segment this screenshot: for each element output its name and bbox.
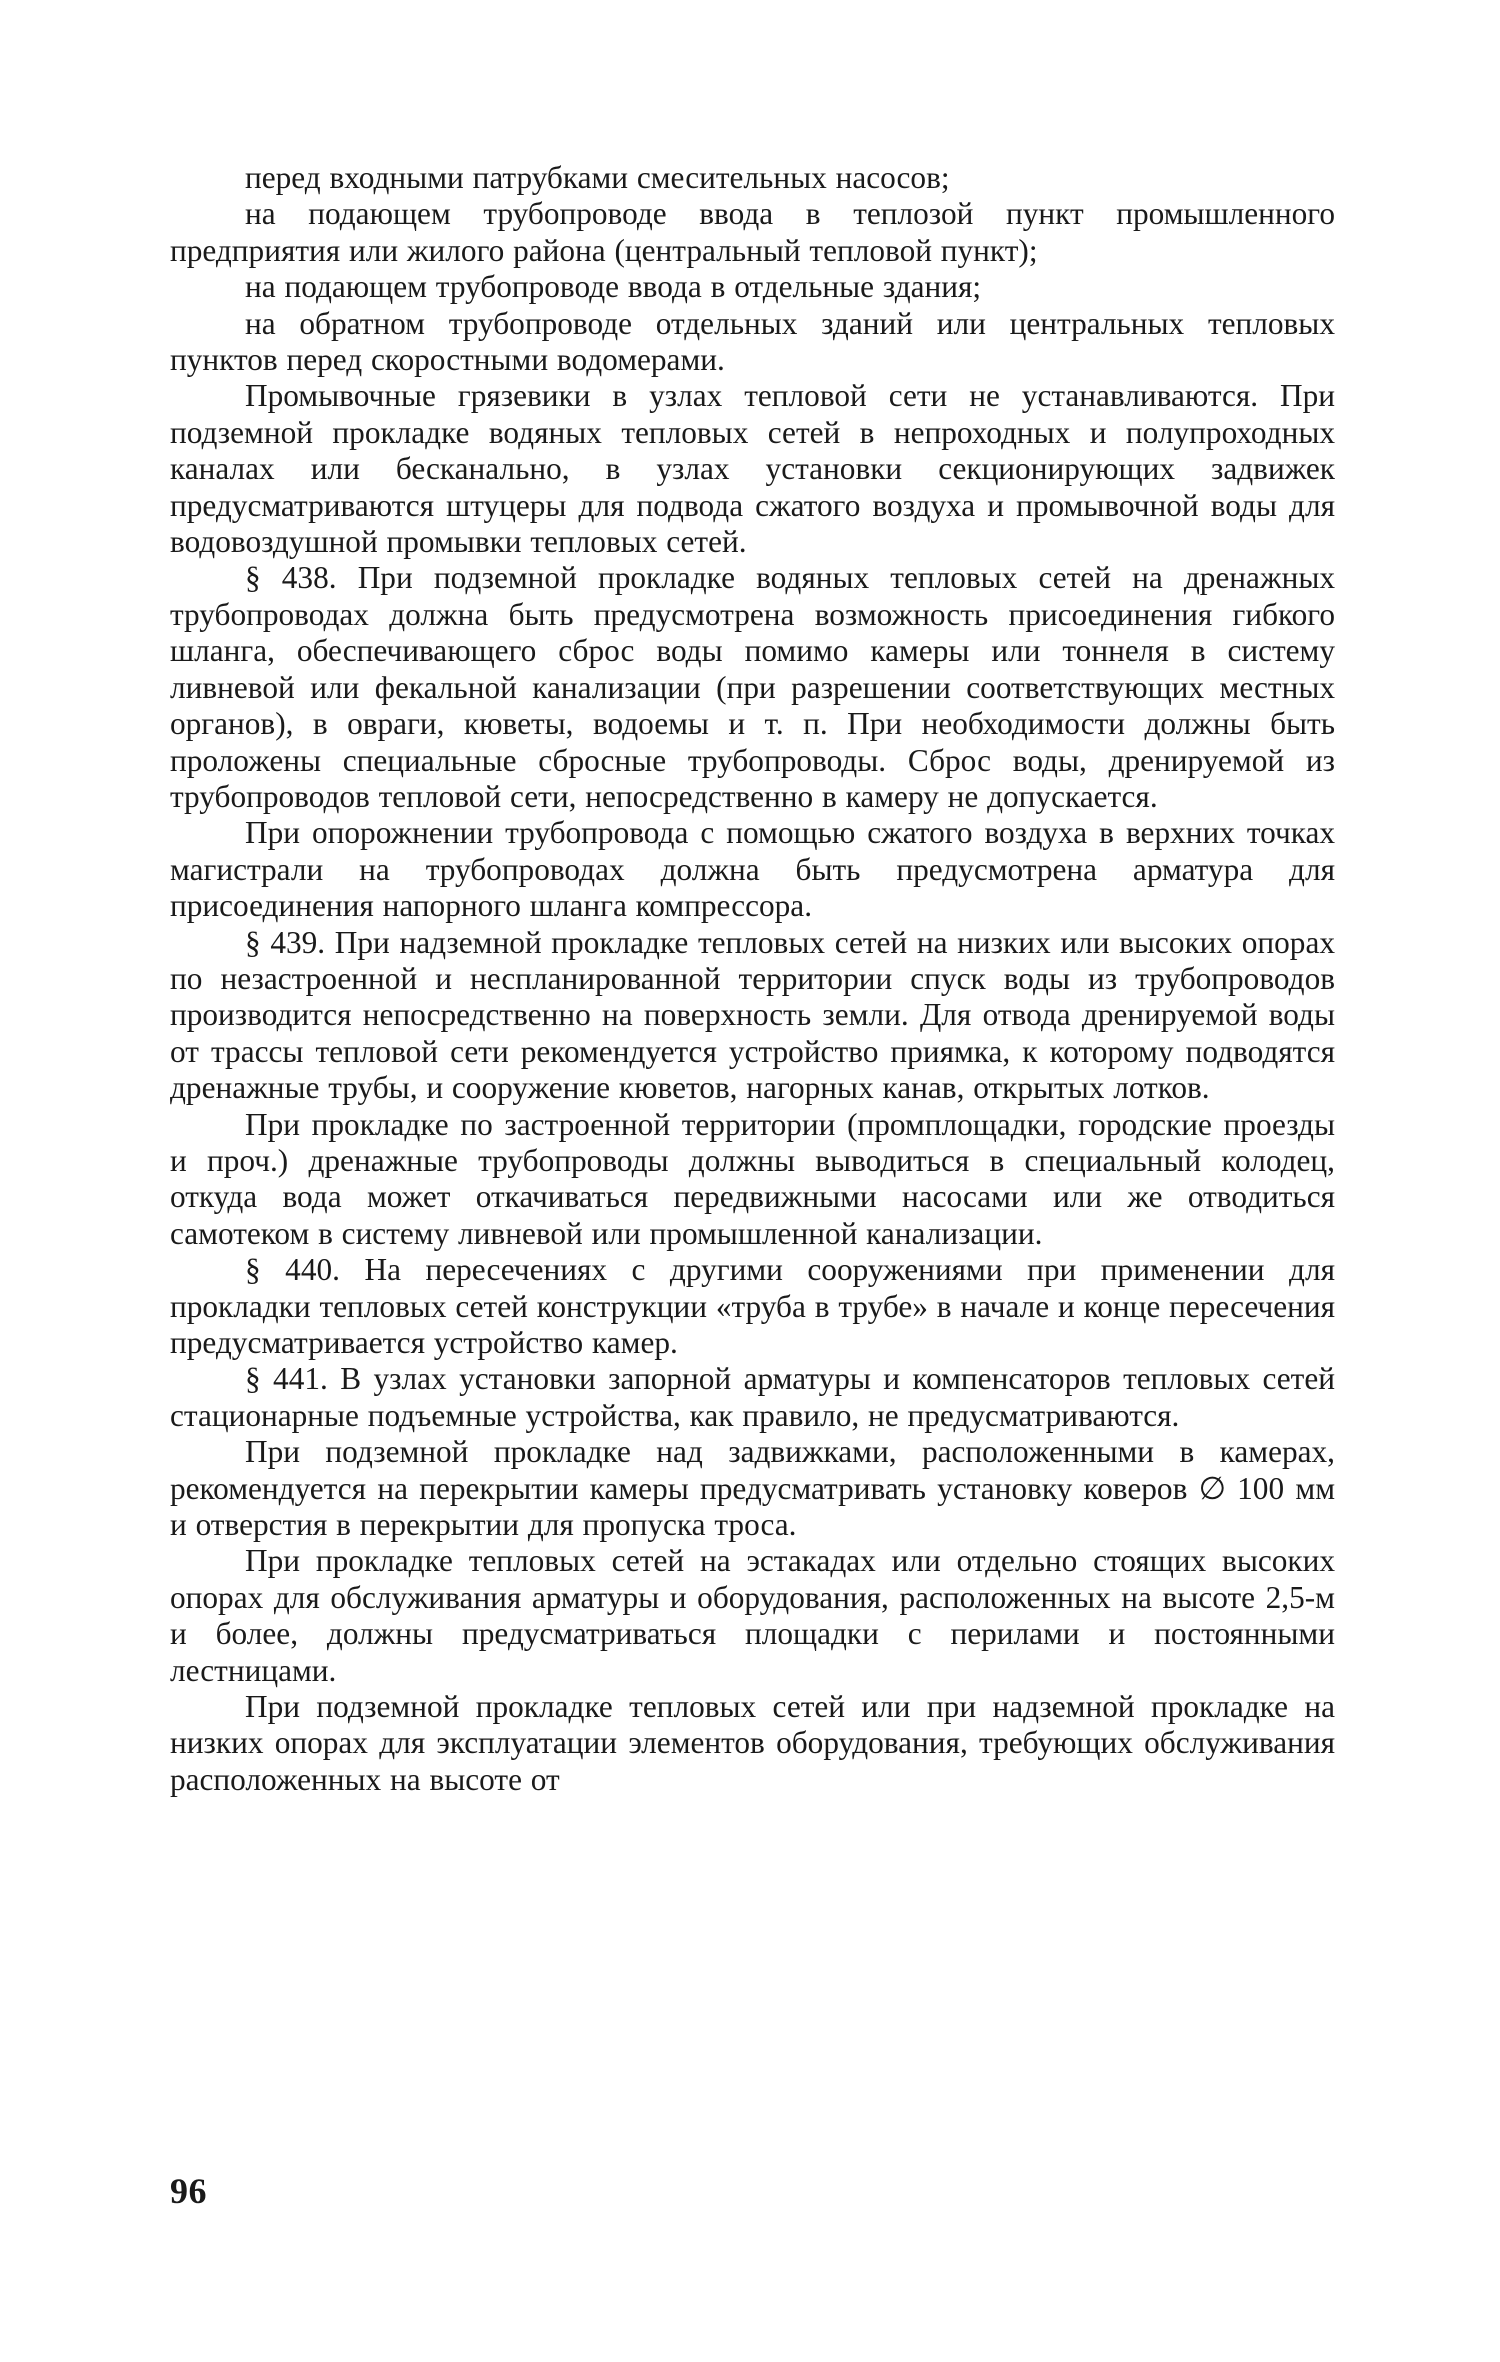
section-441: § 441. В узлах установки запорной арматуры и компенсаторов тепловых сетей стационарные подъемные устройства, как правило, не предусматриваются. bbox=[170, 1361, 1335, 1433]
body-text bbox=[170, 160, 1335, 1798]
paragraph: Промывочные грязевики в узлах тепловой сети не устанавливаются. При подземной прокладке водяных тепловых сетей в непроходных и полупроходных каналах или бесканально, в узлах установки секционирующих задвижек предусматриваются штуцеры для подвода сжатого воздуха и промывочной воды для водовоздушной промывки тепловых сетей. bbox=[170, 378, 1335, 560]
list-item: на обратном трубопроводе отдельных зданий или центральных тепловых пунктов перед скоростными водомерами. bbox=[170, 305, 1335, 378]
list-item: перед входными патрубками смесительных насосов; bbox=[245, 160, 950, 195]
page-number: 96 bbox=[170, 2171, 207, 2211]
section-439: § 439. При надземной прокладке тепловых сетей на низких или высоких опорах по незастроенной и неспланированной территории спуск воды из трубопроводов производится непосредственно на поверхность земли. Для отвода дренируемой воды от трассы тепловой сети рекомендуется устройство приямка, к которому подводятся дренажные трубы, и сооружение кюветов, нагорных канав, открытых лотков. bbox=[170, 924, 1335, 1106]
list-item: на подающем трубопроводе ввода в отдельные здания; bbox=[245, 269, 982, 305]
section-440: § 440. На пересечениях с другими сооружениями при применении для прокладки тепловых сетей конструкции «труба в трубе» в начале и конце пересечения предусматривается устройство камер. bbox=[170, 1252, 1335, 1360]
paragraph: При подземной прокладке тепловых сетей или при надземной прокладке на низких опорах для эксплуатации элементов оборудования, требующих обслуживания расположенных на высоте от bbox=[170, 1689, 1335, 1797]
paragraph: При прокладке тепловых сетей на эстакадах или отдельно стоящих высоких опорах для обслуживания арматуры и оборудования, расположенных на высоте 2,5-м и более, должны предусматриваться площадки с перилами и постоянными лестницами. bbox=[170, 1543, 1335, 1688]
list-item: на подающем трубопроводе ввода в теплозой пункт промышленного предприятия или жилого района (центральный тепловой пункт); bbox=[170, 196, 1335, 268]
section-438: § 438. При подземной прокладке водяных тепловых сетей на дренажных трубопроводах должна быть предусмотрена возможность присоединения гибкого шланга, обеспечивающего сброс воды помимо камеры или тоннеля в систему ливневой или фекальной канализации (при разрешении соответствующих местных органов), в овраги, кюветы, водоемы и т. п. При необходимости должны быть проложены специальные сбросные трубопроводы. Сброс воды, дренируемой из трубопроводов тепловой сети, непосредственно в камеру не допускается. bbox=[170, 560, 1335, 814]
paragraph: При прокладке по застроенной территории (промплощадки, городские проезды и проч.) дренажные трубопроводы должны выводиться в специальный колодец, откуда вода может откачиваться передвижными насосами или же отводиться самотеком в систему ливневой или промышленной канализации. bbox=[170, 1106, 1335, 1251]
paragraph: При опорожнении трубопровода с помощью сжатого воздуха в верхних точках магистрали на трубопроводах должна быть предусмотрена арматура для присоединения напорного шланга компрессора. bbox=[170, 815, 1335, 924]
paragraph: При подземной прокладке над задвижками, расположенными в камерах, рекомендуется на перекрытии камеры предусматривать установку коверов ∅ 100 мм и отверстия в перекрытии для пропуска троса. bbox=[170, 1434, 1335, 1543]
